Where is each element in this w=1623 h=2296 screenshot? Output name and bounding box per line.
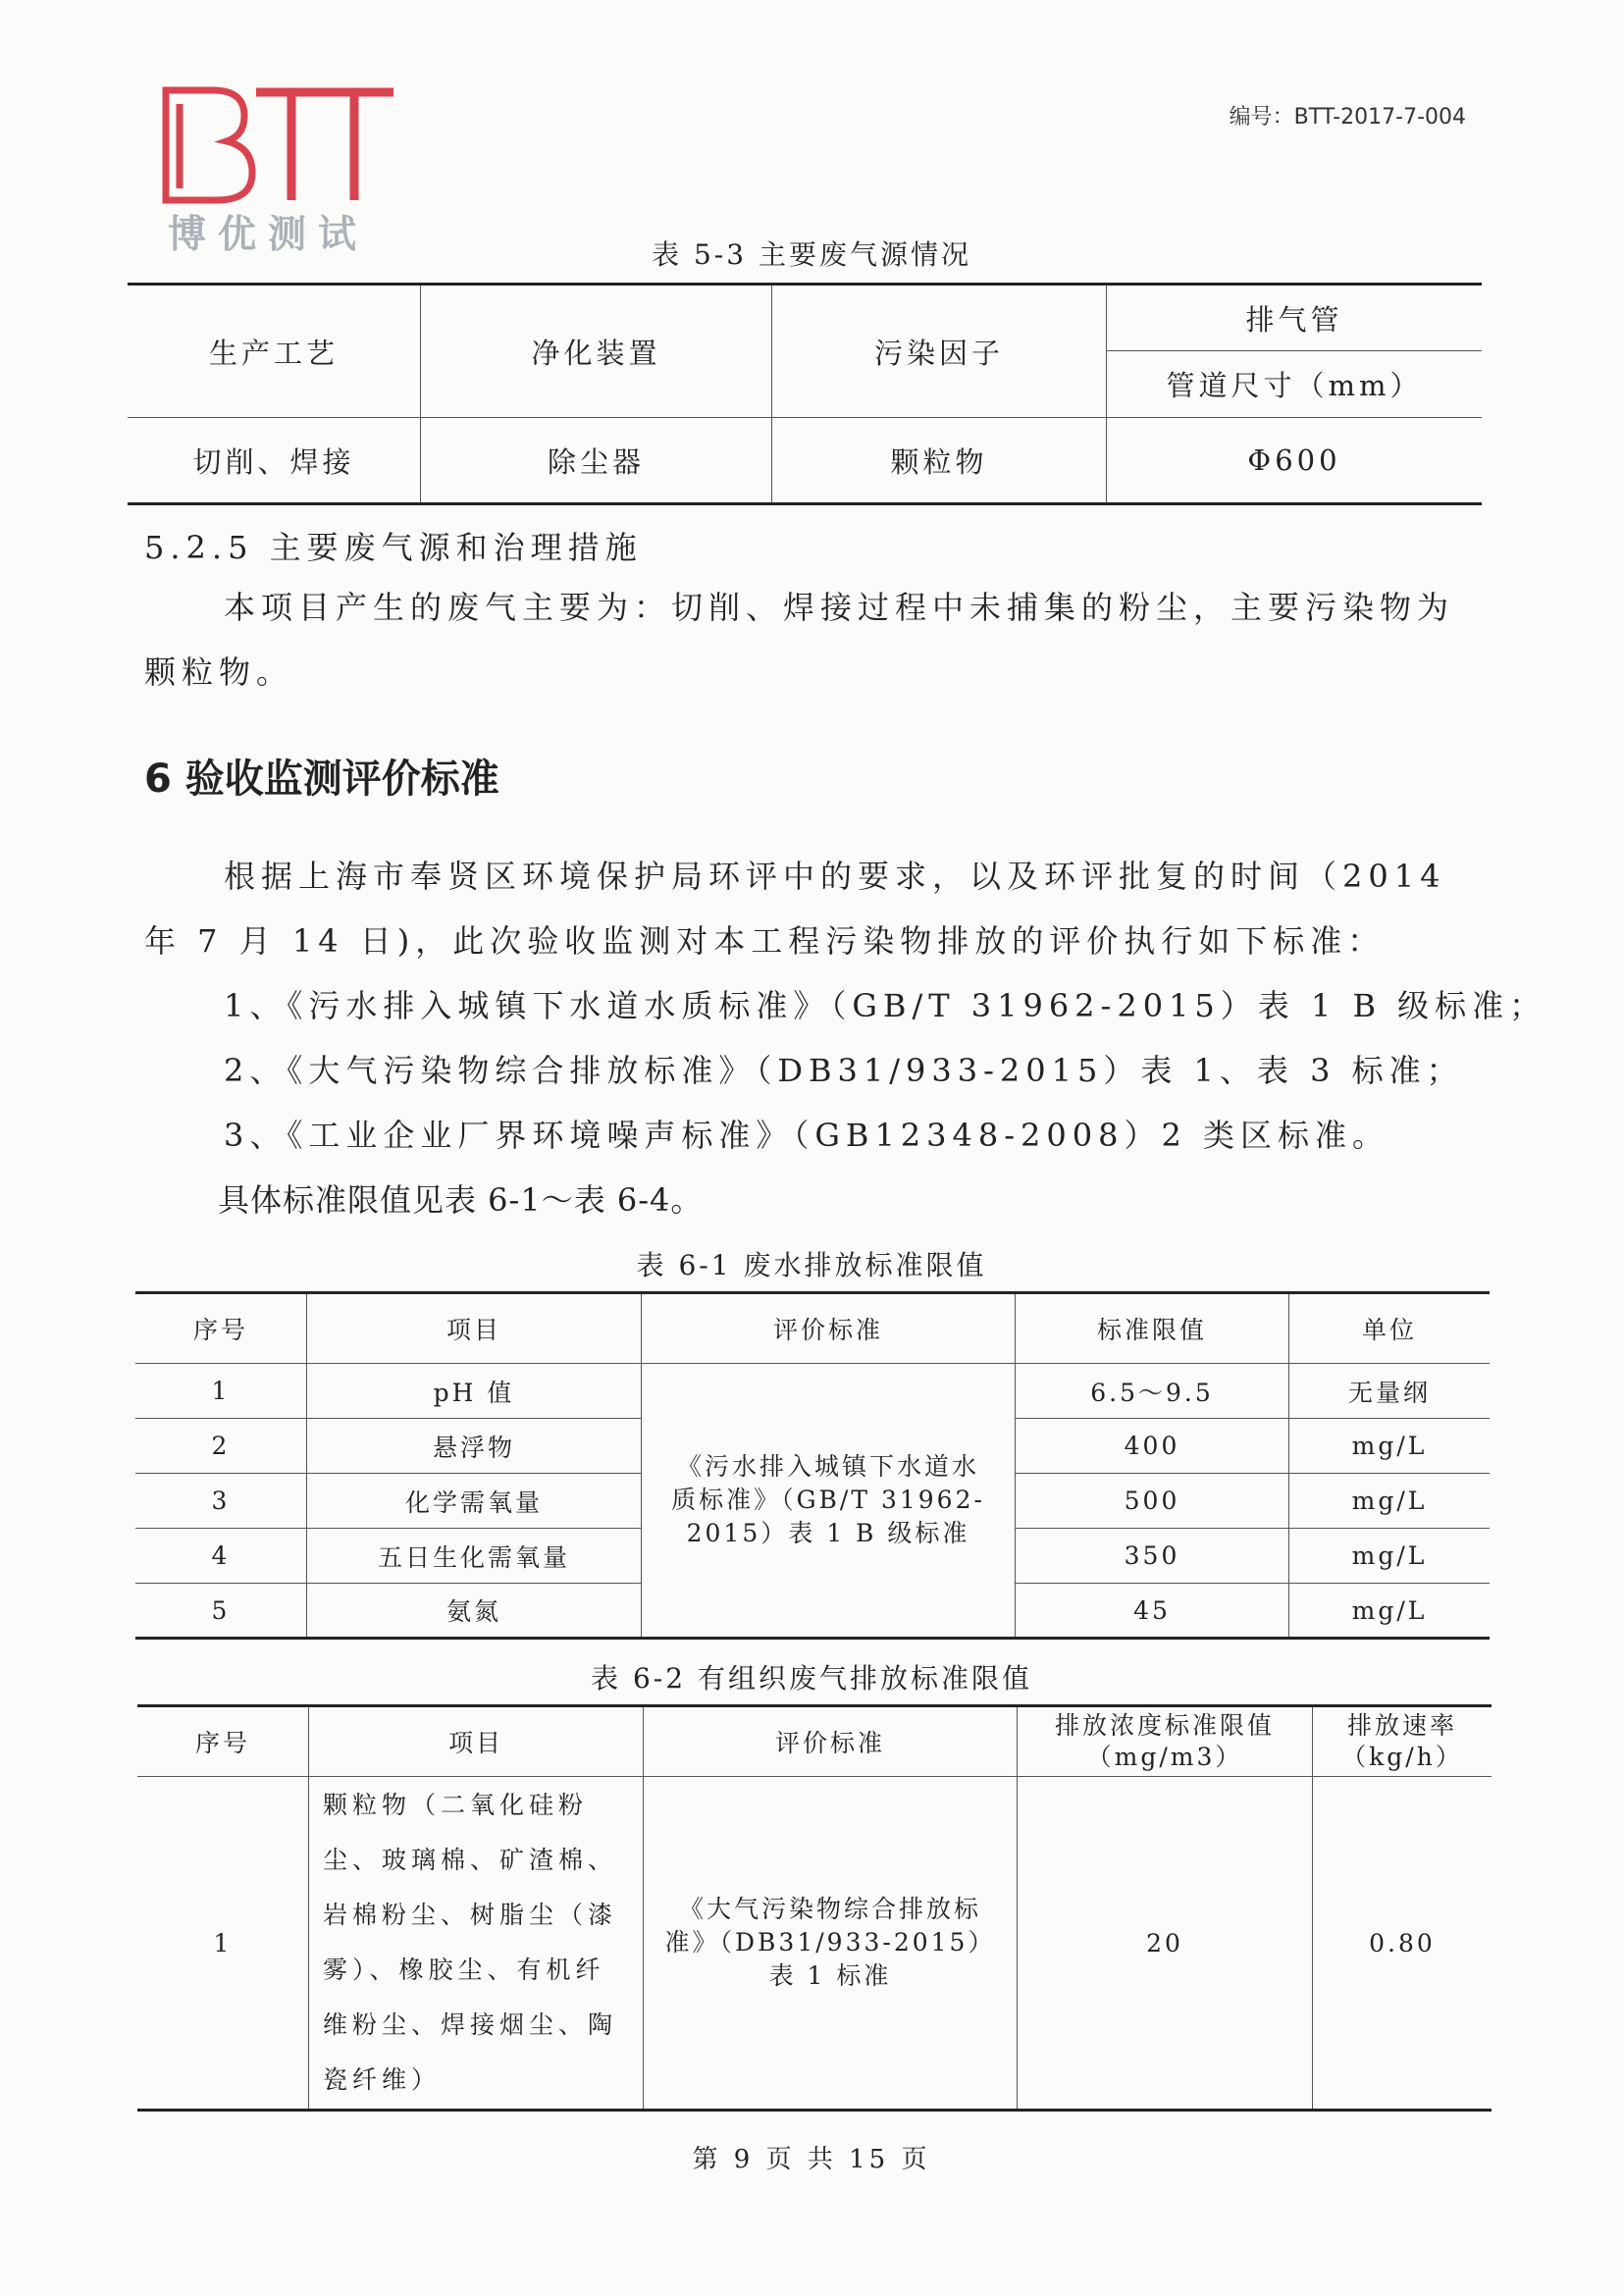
header-cell: 排放速率（kg/h）	[1313, 1706, 1492, 1777]
row-number: 1	[137, 1777, 309, 2111]
header-cell: 项目	[309, 1706, 644, 1777]
row-item: 五日生化需氧量	[307, 1529, 642, 1584]
row-limit: 400	[1016, 1419, 1289, 1474]
header-cell: 评价标准	[642, 1293, 1016, 1364]
header-cell: 单位	[1289, 1293, 1491, 1364]
header-cell: 生产工艺	[128, 285, 421, 418]
header-cell: 序号	[135, 1293, 307, 1364]
table-cell: 切削、焊接	[128, 418, 421, 504]
table-5-3-caption: 表 5-3 主要废气源情况	[652, 238, 971, 271]
evaluation-standard: 《大气污染物综合排放标准》（DB31/933-2015）表 1 标准	[644, 1777, 1018, 2111]
table-row	[135, 1364, 1490, 1419]
standard-item: 2、《大气污染物综合排放标准》（DB31/933-2015）表 1、表 3 标准；	[224, 1052, 1464, 1089]
row-unit: 无量纲	[1289, 1364, 1491, 1419]
row-number: 3	[135, 1474, 307, 1529]
paragraph-line: 根据上海市奉贤区环境保护局环评中的要求，以及环评批复的时间（2014	[224, 858, 1446, 895]
evaluation-standard: 《污水排入城镇下水道水质标准》（GB/T 31962-2015）表 1 B 级标准	[642, 1364, 1016, 1639]
header-cell: 项目	[307, 1293, 642, 1364]
row-rate: 0.80	[1313, 1777, 1492, 2111]
row-concentration: 20	[1018, 1777, 1313, 2111]
table-6-2	[137, 1704, 1492, 2112]
paragraph-line: 年 7 月 14 日)，此次验收监测对本工程污染物排放的评价执行如下标准：	[144, 922, 1386, 960]
row-unit: mg/L	[1289, 1529, 1491, 1584]
header-cell: 排气管	[1107, 285, 1483, 351]
row-number: 5	[135, 1584, 307, 1639]
row-limit: 350	[1016, 1529, 1289, 1584]
table-row	[137, 1777, 1492, 2111]
logo-chinese-name: 博优测试	[168, 212, 369, 257]
row-item: 氨氮	[307, 1584, 642, 1639]
paragraph-line: 颗粒物。	[144, 653, 294, 691]
table-6-1	[135, 1291, 1490, 1640]
standard-item: 1、《污水排入城镇下水道水质标准》（GB/T 31962-2015）表 1 B 级标准；	[224, 987, 1547, 1024]
header-cell: 管道尺寸（mm）	[1107, 351, 1483, 418]
table-6-1-caption: 表 6-1 废水排放标准限值	[636, 1249, 987, 1281]
header-cell: 评价标准	[644, 1706, 1018, 1777]
row-limit: 45	[1016, 1584, 1289, 1639]
row-unit: mg/L	[1289, 1474, 1491, 1529]
header-cell: 标准限值	[1016, 1293, 1289, 1364]
header-cell: 污染因子	[772, 285, 1107, 418]
table-cell: 除尘器	[421, 418, 772, 504]
btt-logo	[162, 86, 397, 258]
header-cell: 净化装置	[421, 285, 772, 418]
header-cell: 排放浓度标准限值（mg/m3）	[1018, 1706, 1313, 1777]
section-5-2-5-heading: 5.2.5 主要废气源和治理措施	[144, 529, 643, 566]
paragraph-line: 本项目产生的废气主要为：切削、焊接过程中未捕集的粉尘，主要污染物为	[224, 589, 1455, 626]
standard-item: 3、《工业企业厂界环境噪声标准》（GB12348-2008）2 类区标准。	[224, 1117, 1390, 1154]
row-limit: 500	[1016, 1474, 1289, 1529]
row-unit: mg/L	[1289, 1419, 1491, 1474]
header-cell: 序号	[137, 1706, 309, 1777]
table-cell: Φ600	[1107, 418, 1483, 504]
row-item: 颗粒物（二氧化硅粉尘、玻璃棉、矿渣棉、岩棉粉尘、树脂尘（漆雾）、橡胶尘、有机纤维粉尘、焊接烟尘、陶瓷纤维）	[309, 1777, 644, 2111]
table-5-3	[128, 283, 1482, 505]
row-number: 1	[135, 1364, 307, 1419]
table-6-2-caption: 表 6-2 有组织废气排放标准限值	[591, 1662, 1032, 1695]
section-6-heading: 6 验收监测评价标准	[144, 757, 499, 802]
table-cell: 颗粒物	[772, 418, 1107, 504]
row-limit: 6.5～9.5	[1016, 1364, 1289, 1419]
row-unit: mg/L	[1289, 1584, 1491, 1639]
page-footer: 第 9 页 共 15 页	[692, 2145, 931, 2174]
row-number: 4	[135, 1529, 307, 1584]
document-number: 编号：BTT-2017-7-004	[1229, 105, 1466, 130]
row-item: 悬浮物	[307, 1419, 642, 1474]
row-item: 化学需氧量	[307, 1474, 642, 1529]
btt-logo-mark	[162, 86, 397, 204]
row-number: 2	[135, 1419, 307, 1474]
standard-reference: 具体标准限值见表 6-1～表 6-4。	[218, 1181, 704, 1219]
row-item: pH 值	[307, 1364, 642, 1419]
